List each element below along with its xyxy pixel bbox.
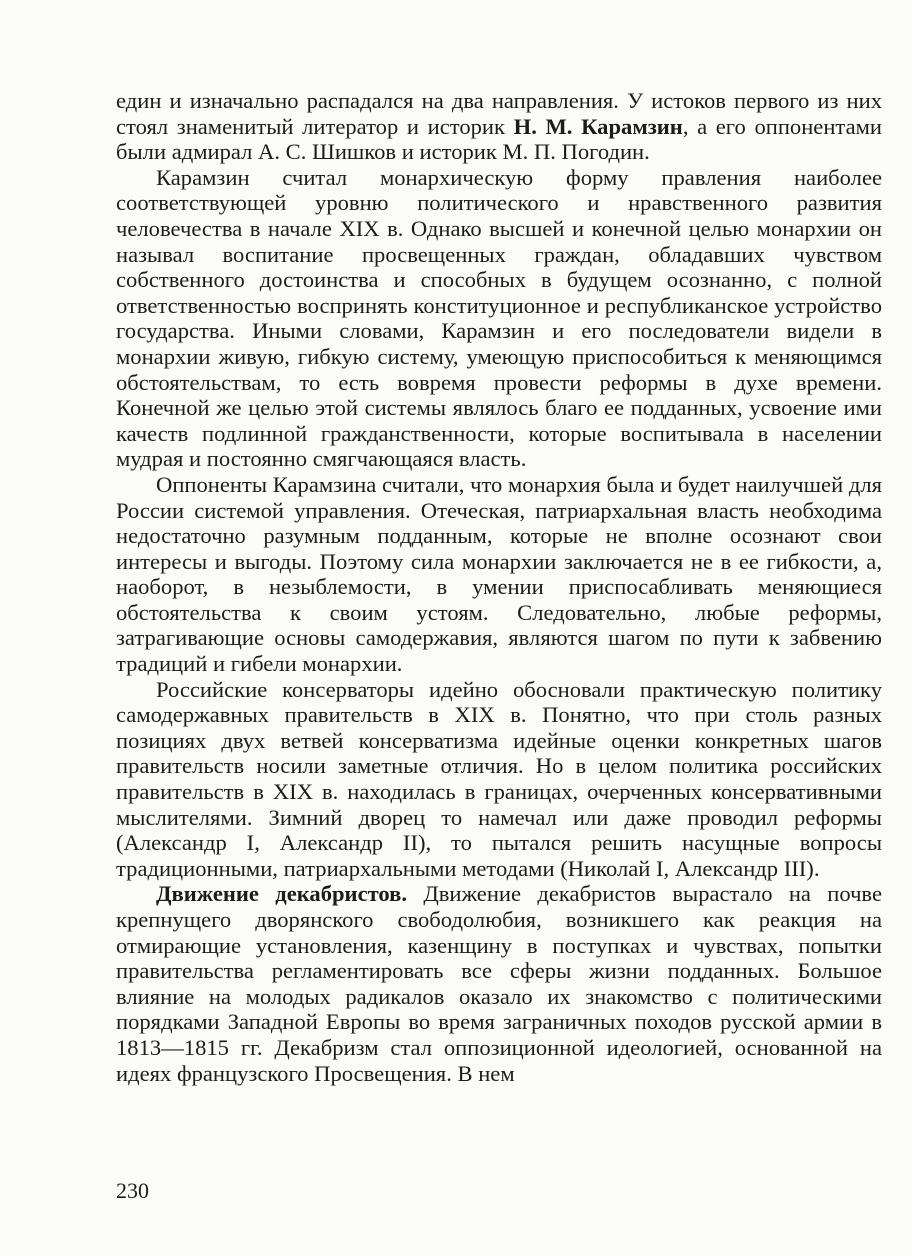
body-text	[116, 88, 882, 1086]
paragraph-4: Российские консерваторы идейно обосновали практическую политику самодержавных правительств в XIX в. Понятно, что при столь разных позициях двух ветвей консерватизма идейные оценки конкретных шагов правительств носили заметные отличия. Но в целом политика российских правительств в XIX в. находилась в границах, очерченных консервативными мыслителями. Зимний дворец то намечал или даже проводил реформы (Александр I, Александр II), то пытался решить насущные вопросы традиционными, патриархальными методами (Николай I, Александр III).	[116, 676, 882, 881]
karamzin-name-bold: Н. М. Карамзин	[513, 113, 683, 139]
section-heading-decembrists: Движение декабристов.	[156, 881, 407, 907]
paragraph-2: Карамзин считал монархическую форму правления наиболее соответствующей уровню политического и нравственного развития человечества в начале XIX в. Однако высшей и конечной целью монархии он называл воспитание просвещенных граждан, обладавших чувством собственного достоинства и способных в будущем осознанно, с полной ответственностью воспринять конституционное и республиканское устройство государства. Иными словами, Карамзин и его последователи видели в монархии живую, гибкую систему, умеющую приспособиться к меняющимся обстоятельствам, то есть вовремя провести реформы в духе времени. Конечной же целью этой системы являлось благо ее подданных, усвоение ими качеств подлинной гражданственности, которые воспитывала в населении мудрая и постоянно смягчающаяся власть.	[116, 164, 882, 472]
paragraph-1-text-a: един и изначально распадался на два направления. У истоков первого из них стоял знаменитый литератор и историк	[116, 88, 882, 139]
paragraph-1	[116, 88, 882, 165]
paragraph-1-text-b: , а его оппонентами были адмирал А. С. Шишков и историк М. П. Погодин.	[116, 113, 882, 165]
paragraph-5	[116, 881, 882, 1086]
page-number: 230	[116, 1178, 149, 1203]
paragraph-5-text: Движение декабристов вырастало на почве крепнущего дворянского свободолюбия, возникшего как реакция на отмирающие установления, казенщину в поступках и чувствах, попытки правительства регламентировать все сферы жизни подданных. Большое влияние на молодых радикалов оказало их знакомство с политическими порядками Западной Европы во время заграничных походов русской армии в 1813—1815 гг. Декабризм стал оппозиционной идеологией, основанной на идеях французского Просвещения. В нем	[116, 881, 883, 1086]
paragraph-3: Оппоненты Карамзина считали, что монархия была и будет наилучшей для России системой управления. Отеческая, патриархальная власть необходима недостаточно разумным подданным, которые не вполне осознают свои интересы и выгоды. Поэтому сила монархии заключается не в ее гибкости, а, наоборот, в незыблемости, в умении приспосабливать меняющиеся обстоятельства к своим устоям. Следовательно, любые реформы, затрагивающие основы самодержавия, являются шагом по пути к забвению традиций и гибели монархии.	[116, 471, 882, 677]
